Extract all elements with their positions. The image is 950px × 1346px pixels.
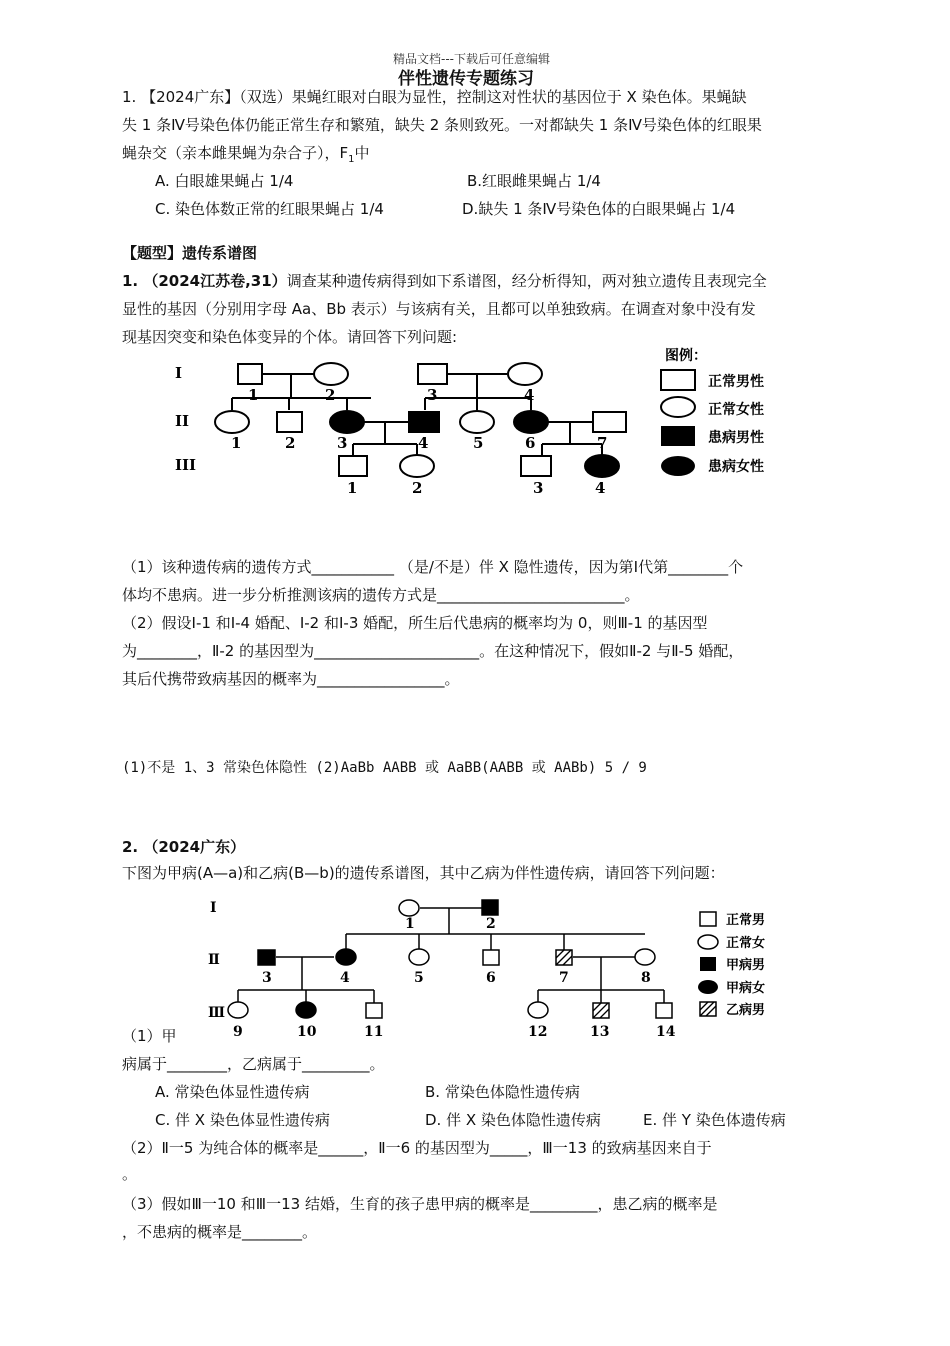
svg-text:14: 14 [656, 1024, 676, 1040]
legend2-jia-female-symbol [698, 980, 718, 994]
svg-text:3: 3 [427, 386, 438, 404]
ped2-gen-I: I [210, 900, 217, 916]
q3-sub3-line2: ，不患病的概率是________。 [122, 1223, 318, 1241]
ped1-II-2-normal-male [277, 412, 302, 432]
svg-text:甲病女: 甲病女 [726, 981, 766, 996]
svg-text:5: 5 [473, 434, 484, 452]
ped2-II-6-normal-male [483, 950, 499, 965]
svg-text:1: 1 [231, 434, 242, 452]
q3-option-b: B. 常染色体隐性遗传病 [425, 1083, 580, 1101]
ped2-I-2-jia-male [482, 900, 498, 915]
svg-text:13: 13 [590, 1024, 610, 1040]
svg-text:4: 4 [524, 386, 535, 404]
svg-text:3: 3 [262, 970, 272, 986]
legend2-jia-male-symbol [700, 957, 716, 971]
q1-option-d: D.缺失 1 条Ⅳ号染色体的白眼果蝇占 1/4 [462, 200, 736, 218]
svg-text:6: 6 [486, 970, 496, 986]
svg-text:6: 6 [525, 434, 536, 452]
page-title: 伴性遗传专题练习 [398, 69, 534, 89]
svg-text:4: 4 [595, 479, 606, 497]
q2-line2: 显性的基因（分别用字母 Aa、Bb 表示）与该病有关，且都可以单独致病。在调查对象中没有发 [122, 300, 756, 318]
svg-text:4: 4 [418, 434, 429, 452]
svg-text:7: 7 [597, 434, 608, 452]
svg-text:3: 3 [337, 434, 348, 452]
svg-text:1: 1 [347, 479, 358, 497]
ped2-III-12-normal-female [528, 1002, 548, 1018]
q2-line3: 现基因突变和染色体变异的个体。请回答下列问题: [122, 328, 458, 346]
ped2-II-3-jia-male [258, 950, 275, 965]
svg-text:8: 8 [641, 970, 651, 986]
q1-option-c: C. 染色体数正常的红眼果蝇占 1/4 [155, 200, 384, 218]
ped1-II-3-affected-female [330, 411, 364, 433]
q3-sub1-b: 病属于________，乙病属于_________。 [122, 1055, 385, 1073]
svg-text:乙病男: 乙病男 [726, 1003, 766, 1018]
svg-text:11: 11 [364, 1024, 384, 1040]
legend2-normal-female-symbol [698, 935, 718, 949]
q2-sub1-line2: 体均不患病。进一步分析推测该病的遗传方式是_________________________。 [122, 586, 640, 604]
svg-text:2: 2 [285, 434, 296, 452]
ped1-I-4-normal-female [508, 363, 542, 385]
ped2-II-4-jia-female [336, 949, 356, 965]
q3-sub1-a: （1）甲 [122, 1027, 177, 1045]
q3-heading: 2. （2024广东） [122, 838, 246, 856]
ped1-II-1-normal-female [215, 411, 249, 433]
ped2-gen-II: Ⅱ [208, 952, 220, 968]
legend-normal-female-symbol [661, 397, 695, 417]
legend-affected-female-symbol [661, 456, 695, 476]
svg-text:正常女: 正常女 [726, 936, 766, 951]
svg-text:正常男性: 正常男性 [708, 374, 764, 390]
ped1-II-7-normal-male [593, 412, 626, 432]
pedigree-2 [200, 890, 800, 1040]
ped1-II-5-normal-female [460, 411, 494, 433]
ped1-I-3-normal-male [418, 364, 447, 384]
ped1-gen-II: II [175, 412, 190, 430]
ped2-III-10-jia-female [296, 1002, 316, 1018]
ped1-I-1-normal-male [238, 364, 262, 384]
svg-text:3: 3 [533, 479, 544, 497]
svg-text:2: 2 [412, 479, 423, 497]
header-note: 精品文档---下载后可任意编辑 [393, 52, 550, 66]
ped1-III-4-affected-female [585, 455, 619, 477]
ped1-gen-I: I [175, 364, 183, 382]
ped2-III-14-normal-male [656, 1003, 672, 1018]
q2-sub2-line2: 为________，Ⅱ-2 的基因型为______________________。在这种情况下，假如Ⅱ-2 与Ⅱ-5 婚配， [122, 642, 744, 660]
svg-text:1: 1 [248, 386, 259, 404]
svg-text:正常女性: 正常女性 [708, 402, 764, 418]
ped1-gen-III: III [175, 456, 197, 474]
ped1-II-4-affected-male [409, 412, 439, 432]
q1-line3: 蝇杂交（亲本雌果蝇为杂合子），$F_1$中 [122, 144, 370, 165]
ped2-II-5-normal-female [409, 949, 429, 965]
svg-text:患病男性: 患病男性 [708, 430, 764, 446]
ped1-II-6-affected-female [514, 411, 548, 433]
q3-sub2-line2: 。 [122, 1165, 138, 1183]
legend-normal-male-symbol [661, 370, 695, 390]
legend-affected-male-symbol [661, 426, 695, 446]
q2-sub2-line1: （2）假设Ⅰ-1 和Ⅰ-4 婚配、Ⅰ-2 和Ⅰ-3 婚配，所生后代患病的概率均为 0，则Ⅲ-1 的基因型 [122, 614, 708, 632]
svg-text:2: 2 [325, 386, 336, 404]
ped1-III-3-normal-male [521, 456, 551, 476]
svg-text:7: 7 [559, 970, 569, 986]
ped1-legend [661, 347, 764, 476]
svg-text:1: 1 [405, 916, 415, 932]
ped2-legend [698, 912, 765, 1018]
q2-sub1-line1: （1）该种遗传病的遗传方式___________ （是/不是）伴 X 隐性遗传，因为第Ⅰ代第________个 [122, 558, 744, 576]
ped2-III-9-normal-female [228, 1002, 248, 1018]
section-heading: 【题型】遗传系谱图 [122, 244, 258, 262]
svg-text:5: 5 [414, 970, 424, 986]
q1-option-b: B.红眼雌果蝇占 1/4 [467, 172, 601, 190]
svg-text:甲病男: 甲病男 [726, 958, 766, 973]
pedigree-1 [165, 340, 825, 510]
q3-sub3-line1: （3）假如Ⅲ一10 和Ⅲ一13 结婚，生育的孩子患甲病的概率是_________，患乙病的概率是 [122, 1195, 718, 1213]
svg-text:2: 2 [486, 916, 496, 932]
ped2-gen-III: Ⅲ [208, 1005, 226, 1021]
legend2-normal-male-symbol [700, 912, 716, 926]
ped1-III-1-normal-male [339, 456, 367, 476]
q3-option-d: D. 伴 X 染色体隐性遗传病 [425, 1111, 601, 1129]
ped2-II-8-normal-female [635, 949, 655, 965]
q3-sub2-line1: （2）Ⅱ一5 为纯合体的概率是______，Ⅱ一6 的基因型为_____，Ⅲ一13 的致病基因来自于 [122, 1139, 712, 1157]
q1-line2: 失 1 条Ⅳ号染色体仍能正常生存和繁殖，缺失 2 条则致死。一对都缺失 1 条Ⅳ号染色体的红眼果 [122, 116, 762, 134]
ped2-III-11-normal-male [366, 1003, 382, 1018]
q3-intro: 下图为甲病(A—a)和乙病(B—b)的遗传系谱图，其中乙病为伴性遗传病，请回答下列问题： [122, 864, 725, 882]
svg-text:10: 10 [297, 1024, 317, 1040]
svg-text:患病女性: 患病女性 [708, 459, 764, 475]
q3-option-e: E. 伴 Y 染色体遗传病 [643, 1111, 786, 1129]
q1-option-a: A. 白眼雄果蝇占 1/4 [155, 172, 294, 190]
q2-answer: (1)不是 1、3 常染色体隐性 (2)AaBb AABB 或 AaBB(AABB 或 AABb) 5 / 9 [122, 760, 647, 776]
q2-line1: 1. （2024江苏卷,31）调查某种遗传病得到如下系谱图，经分析得知，两对独立遗传且表现完全 [122, 272, 767, 290]
svg-text:4: 4 [340, 970, 350, 986]
svg-text:12: 12 [528, 1024, 548, 1040]
ped2-I-1-normal-female [399, 900, 419, 916]
q1-line1: 1. 【2024广东】（双选）果蝇红眼对白眼为显性，控制这对性状的基因位于 X 染色体。果蝇缺 [122, 88, 747, 106]
ped1-I-2-normal-female [314, 363, 348, 385]
svg-text:图例：: 图例： [665, 348, 707, 364]
q3-option-a: A. 常染色体显性遗传病 [155, 1083, 310, 1101]
ped1-III-2-normal-female [400, 455, 434, 477]
svg-text:正常男: 正常男 [726, 913, 766, 928]
q3-option-c: C. 伴 X 染色体显性遗传病 [155, 1111, 330, 1129]
svg-text:9: 9 [233, 1024, 243, 1040]
q2-sub2-line3: 其后代携带致病基因的概率为_________________。 [122, 670, 460, 688]
